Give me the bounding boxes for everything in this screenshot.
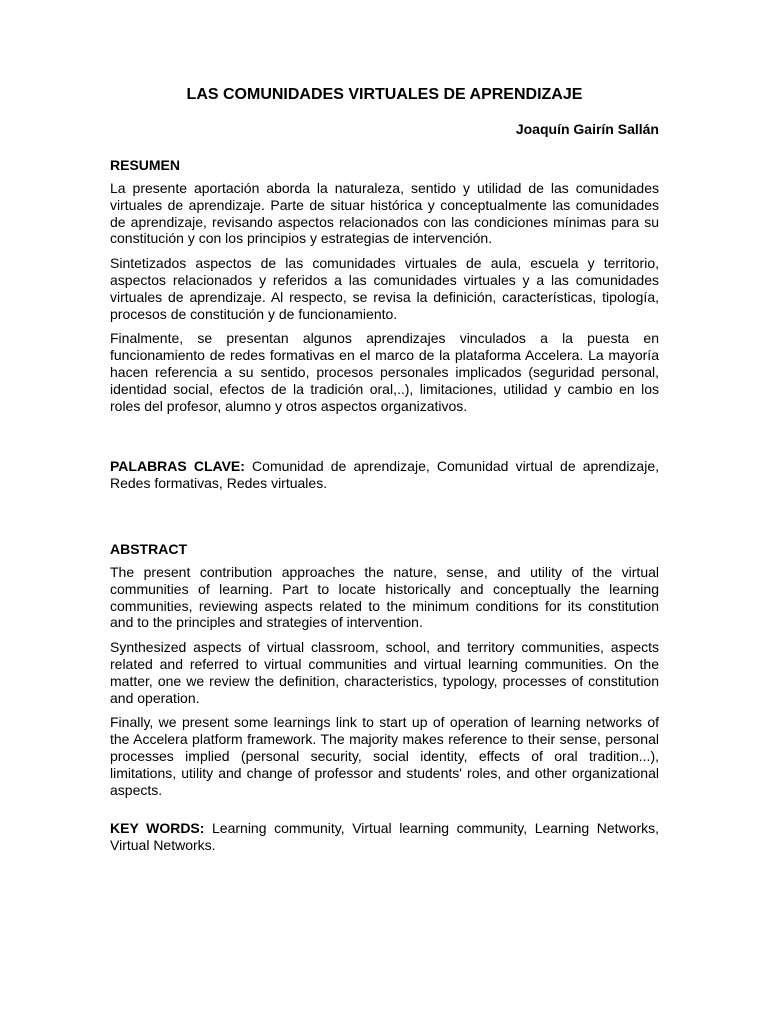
abstract-body — [110, 564, 659, 798]
abstract-paragraph: Synthesized aspects of virtual classroom, school, and territory communities, aspects related and referred to virtual communities and virtual learning communities. On the matter, one we review the definition, characteristics, typology, processes of constitution and operation. — [110, 639, 659, 706]
key-words — [110, 820, 659, 854]
key-words-text: Learning community, Virtual learning community, Learning Networks, Virtual Networks. — [110, 820, 659, 854]
resumen-body — [110, 180, 659, 414]
author-name: Joaquín Gairín Sallán — [515, 121, 659, 137]
resumen-paragraph: Sintetizados aspectos de las comunidades virtuales de aula, escuela y territorio, aspectos relacionados y referidos a las comunidades virtuales y a las comunidades virtuales de aprendizaje. Al respecto, se revisa la definición, características, tipología, procesos de constitución y de funcionamiento. — [110, 255, 659, 322]
resumen-paragraph: Finalmente, se presentan algunos aprendizajes vinculados a la puesta en funcionamiento de redes formativas en el marco de la plataforma Accelera. La mayoría hacen referencia a su sentido, procesos personales implicados (seguridad personal, identidad social, efectos de la tradición oral,..), limitaciones, utilidad y cambio en los roles del profesor, alumno y otros aspectos organizativos. — [110, 330, 659, 414]
palabras-clave-label: PALABRAS CLAVE: — [110, 458, 245, 475]
abstract-paragraph: Finally, we present some learnings link to start up of operation of learning networks of the Accelera platform framework. The majority makes reference to their sense, personal processes implied (personal security, social identity, effects of oral tradition...), limitations, utility and change of professor and students' roles, and other organizational aspects. — [110, 714, 659, 798]
palabras-clave — [110, 458, 659, 492]
abstract-heading: ABSTRACT — [110, 540, 187, 557]
document-page — [110, 84, 659, 854]
resumen-paragraph: La presente aportación aborda la naturaleza, sentido y utilidad de las comunidades virtuales de aprendizaje. Parte de situar histórica y conceptualmente las comunidades de aprendizaje, revisando aspectos relacionados con las condiciones mínimas para su constitución y con los principios y estrategias de intervención. — [110, 180, 659, 247]
key-words-label: KEY WORDS: — [110, 820, 205, 837]
palabras-clave-text: Comunidad de aprendizaje, Comunidad virtual de aprendizaje, Redes formativas, Redes virtuales. — [110, 458, 660, 492]
document-title: LAS COMUNIDADES VIRTUALES DE APRENDIZAJE — [186, 86, 583, 103]
abstract-paragraph: The present contribution approaches the nature, sense, and utility of the virtual communities of learning. Part to locate historically and conceptually the learning communities, reviewing aspects related to the minimum conditions for its constitution and to the principles and strategies of intervention. — [110, 563, 659, 631]
resumen-heading: RESUMEN — [110, 157, 181, 173]
